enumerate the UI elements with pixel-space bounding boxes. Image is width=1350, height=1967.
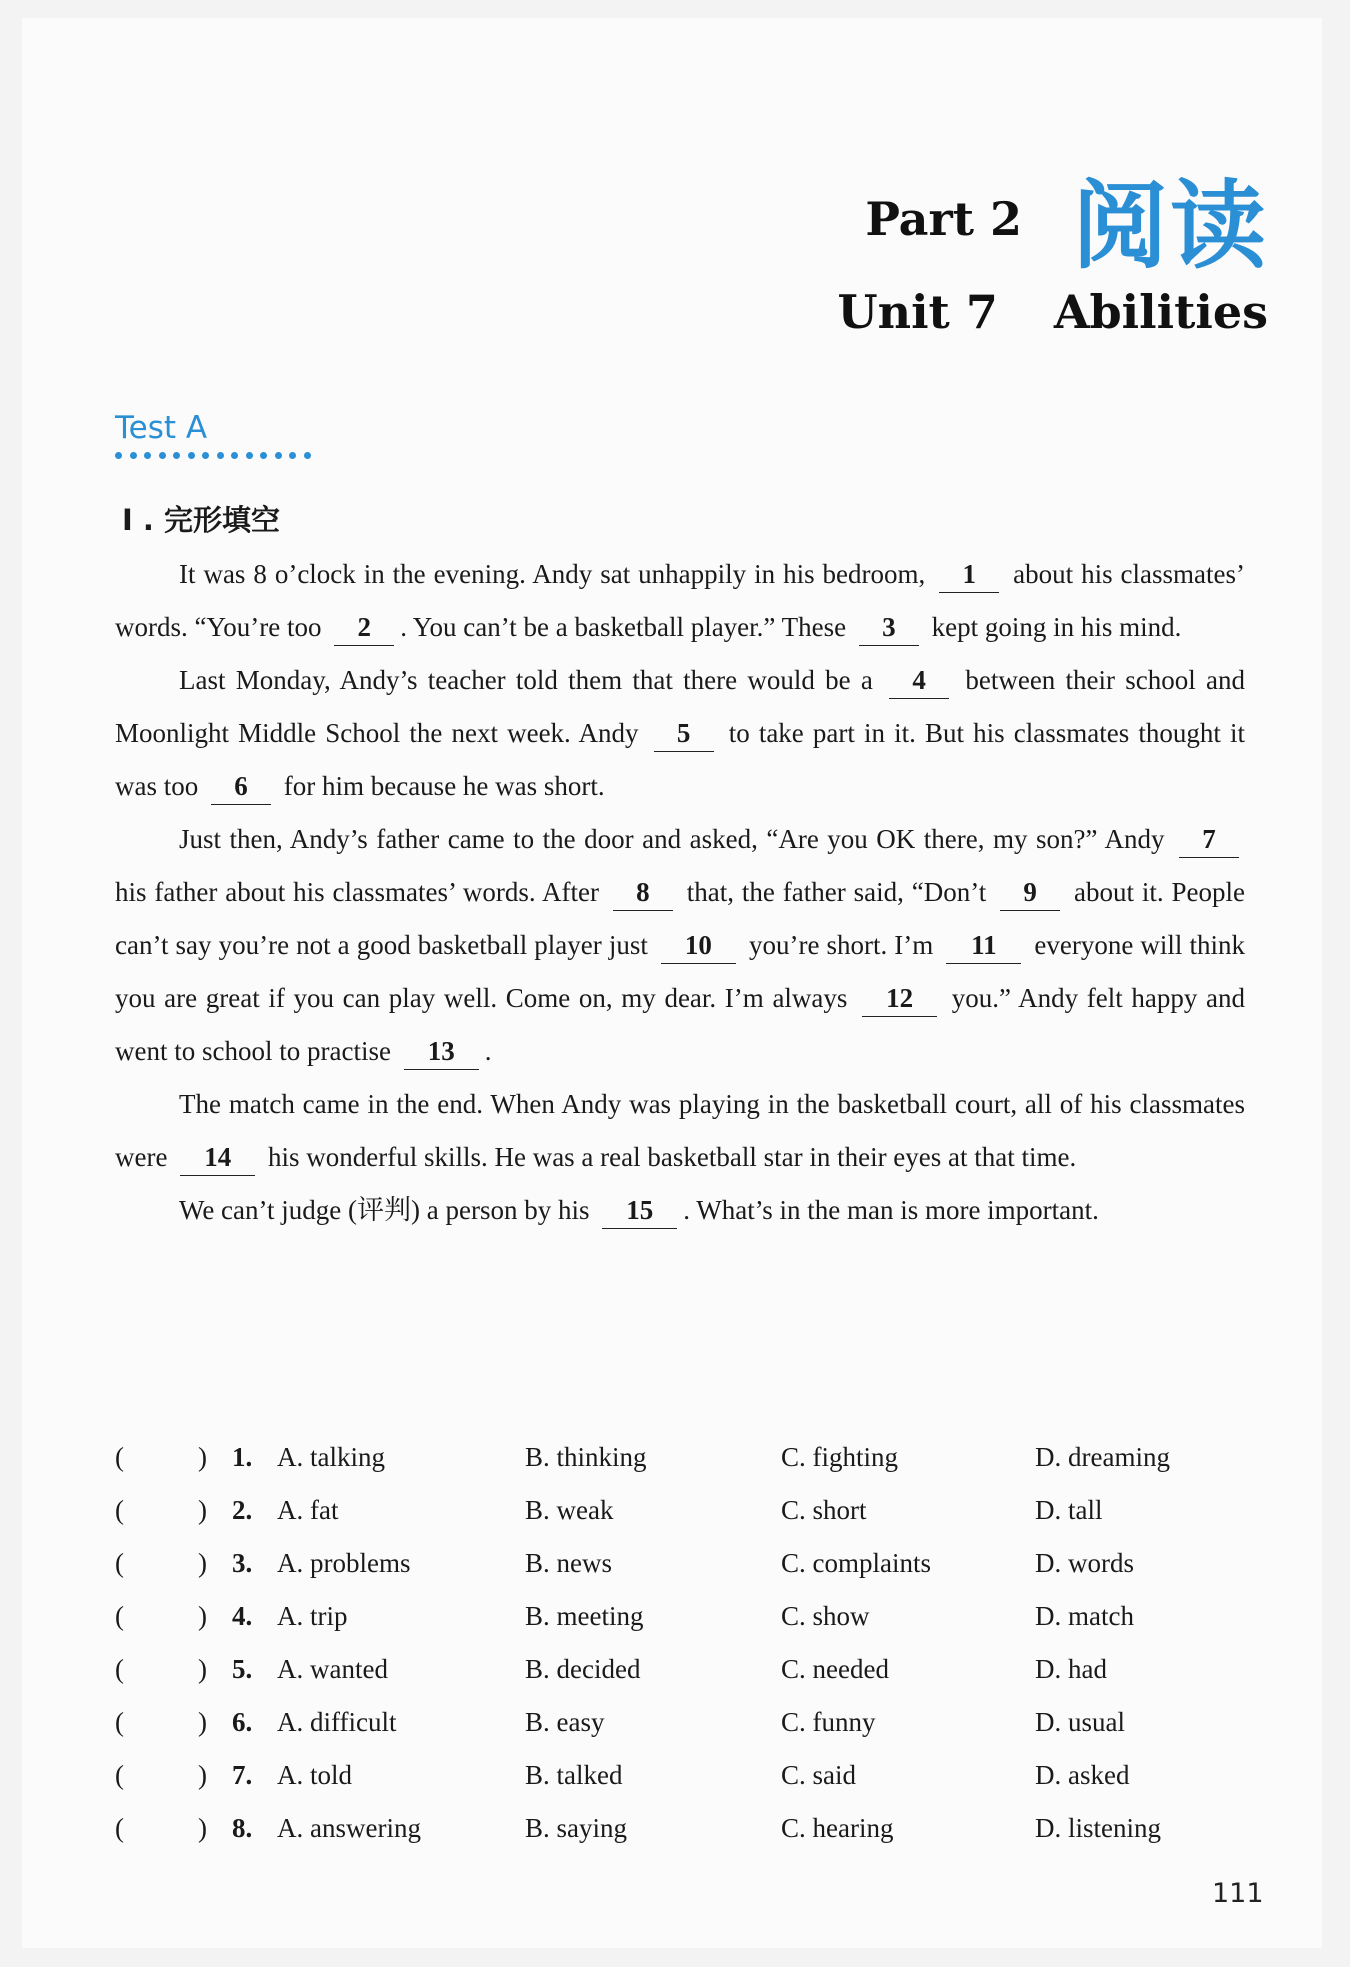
blank-13[interactable]: 13	[404, 1033, 479, 1070]
passage-text: . You can’t be a basketball player.” These	[400, 612, 853, 642]
question-row	[115, 1760, 1245, 1813]
passage-text: about his classmates’ words. “You’re too	[115, 559, 1245, 642]
option-a[interactable]: A. told	[277, 1760, 353, 1790]
dot-decoration	[130, 452, 137, 459]
question-row	[115, 1707, 1245, 1760]
option-b[interactable]: B. saying	[525, 1813, 628, 1843]
option-a[interactable]: A. talking	[277, 1442, 385, 1472]
question-number: 3.	[232, 1548, 253, 1578]
question-number: 5.	[232, 1654, 253, 1684]
answer-paren-open[interactable]: (	[115, 1548, 124, 1578]
dotted-underline	[115, 452, 311, 459]
passage-text: about it. People can’t say you’re not a good basketball player just	[115, 877, 1245, 960]
question-row	[115, 1813, 1245, 1866]
blank-5[interactable]: 5	[654, 715, 714, 752]
option-a[interactable]: A. trip	[277, 1601, 348, 1631]
passage-text: between their school and Moonlight Middle School the next week. Andy	[115, 665, 1246, 748]
blank-10[interactable]: 10	[661, 927, 736, 964]
option-c[interactable]: C. fighting	[781, 1442, 899, 1472]
option-c[interactable]: C. complaints	[781, 1548, 931, 1578]
test-title: Test A	[115, 410, 208, 446]
passage-text: you’re short. I’m	[741, 930, 941, 960]
answer-paren-open[interactable]: (	[115, 1601, 124, 1631]
blank-3[interactable]: 3	[859, 609, 919, 646]
page-number: 111	[1212, 1878, 1264, 1909]
question-list	[115, 1442, 1245, 1866]
answer-paren-close: )	[198, 1495, 207, 1525]
option-b[interactable]: B. thinking	[525, 1442, 647, 1472]
option-c[interactable]: C. said	[781, 1760, 857, 1790]
unit-title: Abilities	[1053, 285, 1268, 339]
option-d[interactable]: D. usual	[1035, 1707, 1125, 1737]
option-d[interactable]: D. tall	[1035, 1495, 1103, 1525]
option-c[interactable]: C. needed	[781, 1654, 889, 1684]
option-a[interactable]: A. difficult	[277, 1707, 397, 1737]
dot-decoration	[260, 452, 267, 459]
option-c[interactable]: C. short	[781, 1495, 867, 1525]
question-row	[115, 1601, 1245, 1654]
blank-1[interactable]: 1	[939, 556, 999, 593]
dot-decoration	[275, 452, 282, 459]
passage-text: his wonderful skills. He was a real basketball star in their eyes at that time.	[261, 1142, 1077, 1172]
question-number: 2.	[232, 1495, 253, 1525]
option-c[interactable]: C. hearing	[781, 1813, 894, 1843]
question-number: 4.	[232, 1601, 253, 1631]
question-number: 1.	[232, 1442, 253, 1472]
part-chinese-title: 阅读	[1072, 170, 1268, 282]
page-header	[838, 150, 1268, 339]
answer-paren-open[interactable]: (	[115, 1813, 124, 1843]
section-title: I . 完形填空	[122, 503, 280, 537]
blank-15[interactable]: 15	[602, 1192, 677, 1229]
answer-paren-close: )	[198, 1760, 207, 1790]
dot-decoration	[231, 452, 238, 459]
passage-text: to take part in it. But his classmates thought it was too	[115, 718, 1245, 801]
dot-decoration	[202, 452, 209, 459]
option-b[interactable]: B. weak	[525, 1495, 614, 1525]
passage-text: Last Monday, Andy’s teacher told them that there would be a	[179, 665, 884, 695]
option-b[interactable]: B. news	[525, 1548, 612, 1578]
option-d[interactable]: D. words	[1035, 1548, 1134, 1578]
option-b[interactable]: B. meeting	[525, 1601, 644, 1631]
option-a[interactable]: A. wanted	[277, 1654, 388, 1684]
option-d[interactable]: D. asked	[1035, 1760, 1130, 1790]
part-label: Part 2	[865, 191, 1022, 246]
answer-paren-close: )	[198, 1707, 207, 1737]
answer-paren-open[interactable]: (	[115, 1654, 124, 1684]
passage-text: for him because he was short.	[277, 771, 605, 801]
question-number: 8.	[232, 1813, 253, 1843]
passage-text: . What’s in the man is more important.	[683, 1195, 1099, 1225]
unit-heading	[838, 285, 1268, 339]
blank-11[interactable]: 11	[946, 927, 1021, 964]
answer-paren-open[interactable]: (	[115, 1760, 124, 1790]
passage-text: you.” Andy felt happy and went to school to practise	[115, 983, 1245, 1066]
option-c[interactable]: C. funny	[781, 1707, 876, 1737]
dot-decoration	[246, 452, 253, 459]
blank-9[interactable]: 9	[1000, 874, 1060, 911]
question-row	[115, 1654, 1245, 1707]
unit-label: Unit 7	[837, 285, 998, 339]
passage-text: kept going in his mind.	[924, 612, 1182, 642]
blank-8[interactable]: 8	[613, 874, 673, 911]
blank-12[interactable]: 12	[862, 980, 937, 1017]
answer-paren-close: )	[198, 1654, 207, 1684]
dot-decoration	[173, 452, 180, 459]
answer-paren-close: )	[198, 1442, 207, 1472]
option-b[interactable]: B. decided	[525, 1654, 641, 1684]
blank-14[interactable]: 14	[180, 1139, 255, 1176]
blank-7[interactable]: 7	[1179, 821, 1239, 858]
dot-decoration	[217, 452, 224, 459]
passage-paragraph	[115, 548, 1245, 654]
question-number: 6.	[232, 1707, 253, 1737]
option-d[interactable]: D. had	[1035, 1654, 1107, 1684]
question-row	[115, 1495, 1245, 1548]
answer-paren-open[interactable]: (	[115, 1495, 124, 1525]
dot-decoration	[188, 452, 195, 459]
option-a[interactable]: A. fat	[277, 1495, 339, 1525]
question-number: 7.	[232, 1760, 253, 1790]
option-c[interactable]: C. show	[781, 1601, 870, 1631]
blank-4[interactable]: 4	[889, 662, 949, 699]
answer-paren-open[interactable]: (	[115, 1707, 124, 1737]
passage-text: his father about his classmates’ words. After	[115, 877, 607, 907]
blank-2[interactable]: 2	[334, 609, 394, 646]
passage-text: that, the father said, “Don’t	[678, 877, 995, 907]
passage-text: everyone will think you are great if you can play well. Come on, my dear. I’m always	[115, 930, 1245, 1013]
option-b[interactable]: B. easy	[525, 1707, 605, 1737]
answer-paren-close: )	[198, 1813, 207, 1843]
question-row	[115, 1442, 1245, 1495]
dot-decoration	[159, 452, 166, 459]
passage-paragraph	[115, 813, 1245, 1078]
answer-paren-close: )	[198, 1601, 207, 1631]
passage-paragraph	[115, 1184, 1245, 1237]
dot-decoration	[289, 452, 296, 459]
passage-text: Just then, Andy’s father came to the door and asked, “Are you OK there, my son?” Andy	[179, 824, 1173, 854]
passage-text: It was 8 o’clock in the evening. Andy sat unhappily in his bedroom,	[179, 559, 934, 589]
answer-paren-close: )	[198, 1548, 207, 1578]
blank-6[interactable]: 6	[211, 768, 271, 805]
dot-decoration	[144, 452, 151, 459]
part-heading	[838, 150, 1268, 287]
option-d[interactable]: D. match	[1035, 1601, 1134, 1631]
passage-text: The match came in the end. When Andy was playing in the basketball court, all of his classmates were	[115, 1089, 1245, 1172]
option-a[interactable]: A. answering	[277, 1813, 421, 1843]
passage-paragraph	[115, 1078, 1245, 1184]
passage-text: .	[484, 1036, 492, 1066]
dot-decoration	[304, 452, 311, 459]
dot-decoration	[115, 452, 122, 459]
option-b[interactable]: B. talked	[525, 1760, 623, 1790]
answer-paren-open[interactable]: (	[115, 1442, 124, 1472]
passage-paragraph	[115, 654, 1245, 813]
option-d[interactable]: D. dreaming	[1035, 1442, 1170, 1472]
option-d[interactable]: D. listening	[1035, 1813, 1161, 1843]
question-row	[115, 1548, 1245, 1601]
cloze-passage	[115, 548, 1245, 1237]
option-a[interactable]: A. problems	[277, 1548, 411, 1578]
passage-text: We can’t judge (评判) a person by his	[179, 1195, 597, 1225]
